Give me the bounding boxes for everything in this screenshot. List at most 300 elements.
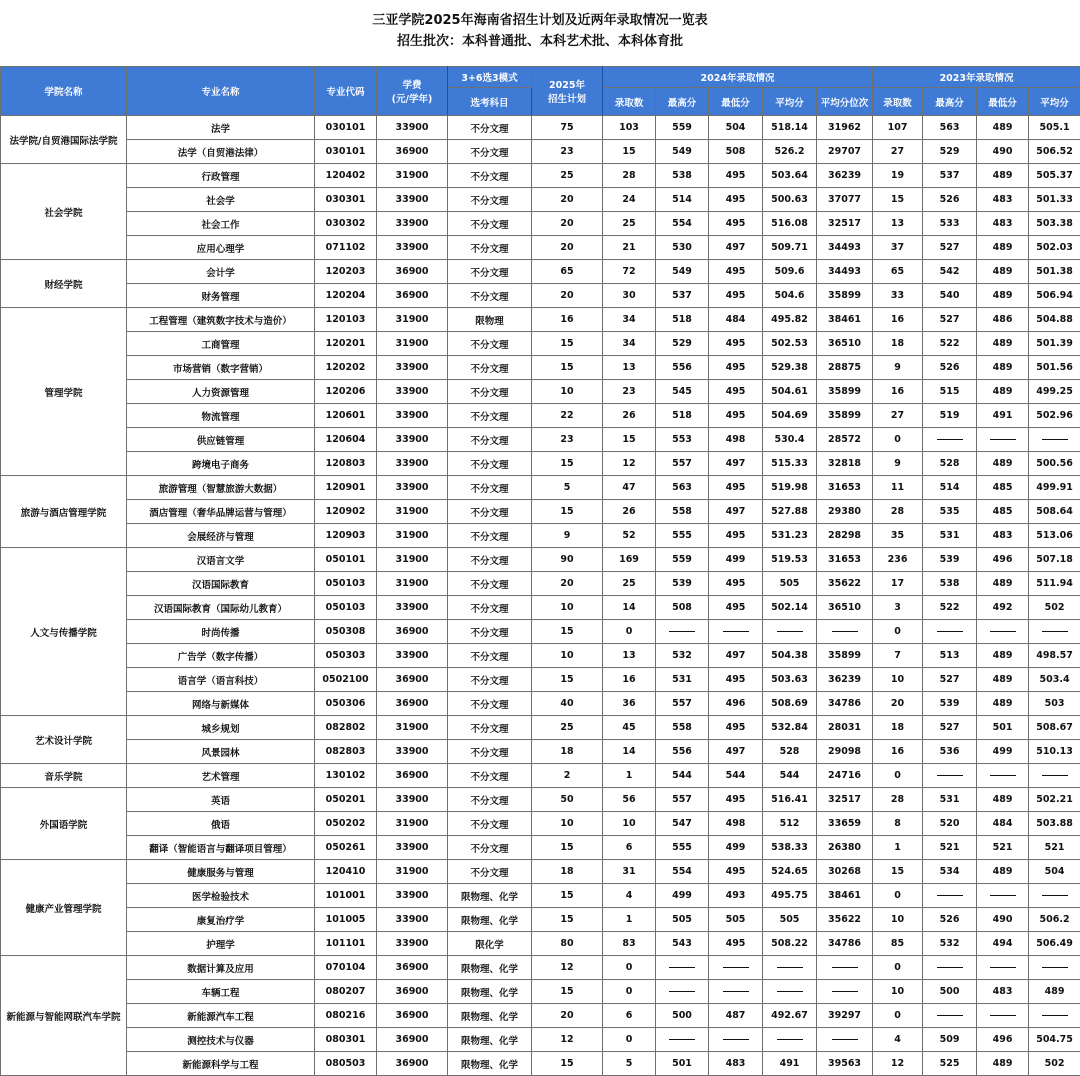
avg-2024: 530.4: [763, 428, 817, 452]
subject-requirement: 不分文理: [448, 716, 532, 740]
header-college: 学院名称: [1, 67, 127, 116]
plan-2025: 15: [532, 1052, 603, 1076]
max-2023: 536: [923, 740, 977, 764]
avg-rank-2024: 38461: [817, 884, 873, 908]
avg-2023: 502.03: [1029, 236, 1080, 260]
avg-rank-2024: 35899: [817, 644, 873, 668]
max-2024: 537: [656, 284, 709, 308]
admit-2024: 56: [603, 788, 656, 812]
avg-2023: 503.38: [1029, 212, 1080, 236]
header-mode: 3+6选3模式: [448, 67, 532, 88]
plan-2025: 15: [532, 980, 603, 1004]
max-2024: 547: [656, 812, 709, 836]
subject-requirement: 不分文理: [448, 836, 532, 860]
tuition: 36900: [377, 692, 448, 716]
tuition: 33900: [377, 212, 448, 236]
avg-rank-2024: 35899: [817, 380, 873, 404]
table-row: [1, 284, 1080, 308]
tuition: 33900: [377, 188, 448, 212]
avg-2024: 505: [763, 572, 817, 596]
avg-rank-2024: 31653: [817, 476, 873, 500]
tuition: 36900: [377, 980, 448, 1004]
tuition: 31900: [377, 548, 448, 572]
table-row: [1, 884, 1080, 908]
major-code: 050103: [315, 596, 377, 620]
admit-2023: 107: [873, 116, 923, 140]
avg-rank-2024: 28031: [817, 716, 873, 740]
avg-rank-2024: 35622: [817, 572, 873, 596]
subject-requirement: 限物理、化学: [448, 980, 532, 1004]
major-name: 物流管理: [127, 404, 315, 428]
avg-rank-2024: [817, 980, 873, 1004]
max-2024: 518: [656, 308, 709, 332]
tuition: 33900: [377, 116, 448, 140]
empty-dash: [832, 967, 858, 968]
plan-2025: 20: [532, 1004, 603, 1028]
college-name: 外国语学院: [1, 788, 127, 860]
admit-2023: 13: [873, 212, 923, 236]
header-fee: [377, 67, 448, 116]
min-2023: 485: [977, 476, 1029, 500]
max-2023: 500: [923, 980, 977, 1004]
avg-2023: 500.56: [1029, 452, 1080, 476]
min-2024: 495: [709, 188, 763, 212]
avg-2023: 506.52: [1029, 140, 1080, 164]
avg-rank-2024: 29707: [817, 140, 873, 164]
tuition: 31900: [377, 524, 448, 548]
min-2023: 489: [977, 452, 1029, 476]
major-code: 120803: [315, 452, 377, 476]
avg-rank-2024: 24716: [817, 764, 873, 788]
plan-2025: 80: [532, 932, 603, 956]
admit-2024: 52: [603, 524, 656, 548]
avg-2024: 495.82: [763, 308, 817, 332]
major-code: 101101: [315, 932, 377, 956]
max-2023: 531: [923, 524, 977, 548]
admit-2024: 15: [603, 428, 656, 452]
major-code: 120902: [315, 500, 377, 524]
major-code: 120604: [315, 428, 377, 452]
min-2023: 492: [977, 596, 1029, 620]
max-2023: [923, 428, 977, 452]
admit-2023: 28: [873, 788, 923, 812]
avg-2024: 508.69: [763, 692, 817, 716]
avg-2023: 506.49: [1029, 932, 1080, 956]
avg-2024: 504.61: [763, 380, 817, 404]
subject-requirement: 不分文理: [448, 332, 532, 356]
header-2024-col-1: 最高分: [656, 88, 709, 116]
table-row: [1, 956, 1080, 980]
max-2023: 513: [923, 644, 977, 668]
major-name: 市场营销（数字营销）: [127, 356, 315, 380]
avg-2024: 500.63: [763, 188, 817, 212]
subject-requirement: 不分文理: [448, 452, 532, 476]
table-body: [1, 116, 1080, 1076]
major-name: 法学（自贸港法律）: [127, 140, 315, 164]
subject-requirement: 不分文理: [448, 428, 532, 452]
max-2024: 544: [656, 764, 709, 788]
avg-rank-2024: 35899: [817, 284, 873, 308]
admit-2023: 33: [873, 284, 923, 308]
empty-dash: [990, 895, 1016, 896]
table-row: [1, 308, 1080, 332]
min-2023: 489: [977, 260, 1029, 284]
avg-2023: [1029, 884, 1080, 908]
major-code: 030101: [315, 140, 377, 164]
admit-2024: 1: [603, 764, 656, 788]
min-2023: 483: [977, 980, 1029, 1004]
header-2023: 2023年录取情况: [873, 67, 1080, 88]
min-2023: 494: [977, 932, 1029, 956]
table-row: [1, 452, 1080, 476]
tuition: 36900: [377, 284, 448, 308]
avg-2023: 503.4: [1029, 668, 1080, 692]
min-2023: 483: [977, 212, 1029, 236]
min-2024: 487: [709, 1004, 763, 1028]
empty-dash: [990, 631, 1016, 632]
tuition: 36900: [377, 764, 448, 788]
college-name: 艺术设计学院: [1, 716, 127, 764]
admit-2024: 47: [603, 476, 656, 500]
plan-2025: 25: [532, 164, 603, 188]
college-name: 管理学院: [1, 308, 127, 476]
table-row: [1, 332, 1080, 356]
min-2023: 489: [977, 572, 1029, 596]
major-name: 人力资源管理: [127, 380, 315, 404]
admit-2023: 8: [873, 812, 923, 836]
major-name: 社会学: [127, 188, 315, 212]
avg-rank-2024: 33659: [817, 812, 873, 836]
table-row: [1, 188, 1080, 212]
college-name: 新能源与智能网联汽车学院: [1, 956, 127, 1076]
admit-2024: 169: [603, 548, 656, 572]
max-2023: 526: [923, 188, 977, 212]
max-2023: 522: [923, 596, 977, 620]
max-2024: 532: [656, 644, 709, 668]
table-row: [1, 668, 1080, 692]
subject-requirement: 不分文理: [448, 572, 532, 596]
avg-2024: 528: [763, 740, 817, 764]
avg-2023: 508.67: [1029, 716, 1080, 740]
tuition: 33900: [377, 404, 448, 428]
major-code: 050202: [315, 812, 377, 836]
avg-rank-2024: [817, 1028, 873, 1052]
admit-2023: 17: [873, 572, 923, 596]
admit-2024: 34: [603, 308, 656, 332]
subject-requirement: 不分文理: [448, 404, 532, 428]
header-mode-sub: 选考科目: [448, 88, 532, 116]
subject-requirement: 不分文理: [448, 284, 532, 308]
min-2024: 495: [709, 572, 763, 596]
plan-2025: 9: [532, 524, 603, 548]
min-2024: 495: [709, 716, 763, 740]
major-code: 101005: [315, 908, 377, 932]
table-row: [1, 692, 1080, 716]
major-name: 工程管理（建筑数字技术与造价）: [127, 308, 315, 332]
plan-2025: 75: [532, 116, 603, 140]
empty-dash: [937, 439, 963, 440]
admit-2023: 18: [873, 332, 923, 356]
max-2024: 557: [656, 788, 709, 812]
empty-dash: [1042, 895, 1068, 896]
max-2024: 563: [656, 476, 709, 500]
table-row: [1, 500, 1080, 524]
table-row: [1, 644, 1080, 668]
major-name: 网络与新媒体: [127, 692, 315, 716]
avg-2024: 502.14: [763, 596, 817, 620]
admit-2024: 1: [603, 908, 656, 932]
subject-requirement: 不分文理: [448, 740, 532, 764]
avg-2023: [1029, 764, 1080, 788]
admit-2024: 28: [603, 164, 656, 188]
tuition: 33900: [377, 836, 448, 860]
table-row: [1, 116, 1080, 140]
admit-2024: 15: [603, 140, 656, 164]
plan-2025: 20: [532, 236, 603, 260]
admit-2024: 25: [603, 572, 656, 596]
admissions-table: [0, 66, 1080, 1076]
min-2024: 497: [709, 236, 763, 260]
plan-2025: 40: [532, 692, 603, 716]
empty-dash: [990, 1015, 1016, 1016]
empty-dash: [937, 775, 963, 776]
page-subtitle: 招生批次：本科普通批、本科艺术批、本科体育批: [0, 31, 1080, 52]
max-2024: 505: [656, 908, 709, 932]
plan-2025: 16: [532, 308, 603, 332]
subject-requirement: 不分文理: [448, 140, 532, 164]
admit-2024: 6: [603, 836, 656, 860]
admit-2023: 15: [873, 860, 923, 884]
college-name: 财经学院: [1, 260, 127, 308]
avg-2024: 544: [763, 764, 817, 788]
avg-2023: 502: [1029, 1052, 1080, 1076]
major-code: 071102: [315, 236, 377, 260]
tuition: 31900: [377, 860, 448, 884]
college-name: 法学院/自贸港国际法学院: [1, 116, 127, 164]
major-name: 酒店管理（奢华品牌运营与管理）: [127, 500, 315, 524]
max-2023: 525: [923, 1052, 977, 1076]
tuition: 36900: [377, 668, 448, 692]
min-2024: 499: [709, 548, 763, 572]
major-code: 050308: [315, 620, 377, 644]
header-2023-col-2: 最低分: [977, 88, 1029, 116]
tuition: 33900: [377, 596, 448, 620]
avg-2024: 504.6: [763, 284, 817, 308]
empty-dash: [832, 1039, 858, 1040]
empty-dash: [669, 631, 695, 632]
major-name: 医学检验技术: [127, 884, 315, 908]
max-2024: 556: [656, 740, 709, 764]
table-row: [1, 812, 1080, 836]
major-code: 120201: [315, 332, 377, 356]
avg-2023: 489: [1029, 980, 1080, 1004]
min-2023: 489: [977, 668, 1029, 692]
subject-requirement: 不分文理: [448, 116, 532, 140]
plan-2025: 18: [532, 860, 603, 884]
major-code: 130102: [315, 764, 377, 788]
major-code: 0502100: [315, 668, 377, 692]
table-row: [1, 548, 1080, 572]
table-row: [1, 620, 1080, 644]
max-2024: 529: [656, 332, 709, 356]
plan-2025: 15: [532, 332, 603, 356]
subject-requirement: 限化学: [448, 932, 532, 956]
admit-2023: 18: [873, 716, 923, 740]
admit-2023: 28: [873, 500, 923, 524]
empty-dash: [1042, 439, 1068, 440]
empty-dash: [937, 1015, 963, 1016]
admit-2024: 0: [603, 1028, 656, 1052]
tuition: 36900: [377, 260, 448, 284]
header-code: 专业代码: [315, 67, 377, 116]
min-2024: 497: [709, 644, 763, 668]
avg-rank-2024: 26380: [817, 836, 873, 860]
min-2023: 489: [977, 236, 1029, 260]
major-name: 风景园林: [127, 740, 315, 764]
min-2023: 483: [977, 524, 1029, 548]
admit-2023: 16: [873, 308, 923, 332]
avg-rank-2024: 31653: [817, 548, 873, 572]
tuition: 31900: [377, 716, 448, 740]
min-2024: 495: [709, 380, 763, 404]
subject-requirement: 不分文理: [448, 500, 532, 524]
min-2023: 499: [977, 740, 1029, 764]
empty-dash: [1042, 775, 1068, 776]
subject-requirement: 不分文理: [448, 380, 532, 404]
avg-2024: 508.22: [763, 932, 817, 956]
header-2024: 2024年录取情况: [603, 67, 873, 88]
max-2023: [923, 884, 977, 908]
major-code: 082803: [315, 740, 377, 764]
avg-2024: 515.33: [763, 452, 817, 476]
major-name: 行政管理: [127, 164, 315, 188]
avg-rank-2024: 34493: [817, 236, 873, 260]
major-code: 030101: [315, 116, 377, 140]
admit-2023: 10: [873, 980, 923, 1004]
plan-2025: 12: [532, 956, 603, 980]
tuition: 36900: [377, 140, 448, 164]
major-name: 时尚传播: [127, 620, 315, 644]
empty-dash: [723, 631, 749, 632]
admit-2024: 26: [603, 500, 656, 524]
avg-rank-2024: 30268: [817, 860, 873, 884]
max-2024: 556: [656, 356, 709, 380]
major-name: 翻译（智能语言与翻译项目管理）: [127, 836, 315, 860]
plan-2025: 10: [532, 812, 603, 836]
major-code: 050303: [315, 644, 377, 668]
major-name: 广告学（数字传播）: [127, 644, 315, 668]
major-name: 俄语: [127, 812, 315, 836]
avg-2023: 502: [1029, 596, 1080, 620]
min-2024: [709, 1028, 763, 1052]
major-name: 艺术管理: [127, 764, 315, 788]
major-code: 050261: [315, 836, 377, 860]
plan-2025: 5: [532, 476, 603, 500]
avg-2024: 492.67: [763, 1004, 817, 1028]
min-2024: 505: [709, 908, 763, 932]
table-row: [1, 980, 1080, 1004]
min-2023: 489: [977, 692, 1029, 716]
subject-requirement: 不分文理: [448, 164, 532, 188]
max-2024: [656, 1028, 709, 1052]
max-2024: 554: [656, 212, 709, 236]
avg-2023: 504.75: [1029, 1028, 1080, 1052]
header-plan: [532, 67, 603, 116]
min-2023: 489: [977, 164, 1029, 188]
subject-requirement: 不分文理: [448, 548, 532, 572]
avg-2023: 506.2: [1029, 908, 1080, 932]
admit-2023: 236: [873, 548, 923, 572]
header-2023-col-3: 平均分: [1029, 88, 1080, 116]
min-2023: 489: [977, 356, 1029, 380]
avg-2023: [1029, 620, 1080, 644]
subject-requirement: 不分文理: [448, 788, 532, 812]
major-code: 120202: [315, 356, 377, 380]
tuition: 36900: [377, 1028, 448, 1052]
plan-2025: 90: [532, 548, 603, 572]
avg-rank-2024: 34786: [817, 932, 873, 956]
max-2024: 543: [656, 932, 709, 956]
avg-rank-2024: 39297: [817, 1004, 873, 1028]
avg-2024: 495.75: [763, 884, 817, 908]
tuition: 36900: [377, 956, 448, 980]
college-name: 健康产业管理学院: [1, 860, 127, 956]
tuition: 36900: [377, 1052, 448, 1076]
table-row: [1, 236, 1080, 260]
college-name: 音乐学院: [1, 764, 127, 788]
avg-2024: 502.53: [763, 332, 817, 356]
admit-2024: 26: [603, 404, 656, 428]
major-code: 080207: [315, 980, 377, 1004]
major-code: 101001: [315, 884, 377, 908]
avg-2023: 499.25: [1029, 380, 1080, 404]
min-2024: 497: [709, 740, 763, 764]
empty-dash: [777, 991, 803, 992]
max-2023: [923, 956, 977, 980]
header-2024-col-0: 录取数: [603, 88, 656, 116]
empty-dash: [990, 439, 1016, 440]
min-2023: [977, 428, 1029, 452]
min-2024: 495: [709, 932, 763, 956]
avg-2023: 511.94: [1029, 572, 1080, 596]
avg-rank-2024: 32818: [817, 452, 873, 476]
min-2024: 495: [709, 356, 763, 380]
min-2024: 495: [709, 476, 763, 500]
min-2023: 490: [977, 908, 1029, 932]
max-2024: 557: [656, 452, 709, 476]
max-2024: 518: [656, 404, 709, 428]
min-2024: 495: [709, 164, 763, 188]
tuition: 31900: [377, 500, 448, 524]
min-2024: 495: [709, 524, 763, 548]
major-name: 新能源科学与工程: [127, 1052, 315, 1076]
major-name: 汉语言文学: [127, 548, 315, 572]
max-2024: 538: [656, 164, 709, 188]
header-2024-col-4: 平均分位次: [817, 88, 873, 116]
avg-2024: 527.88: [763, 500, 817, 524]
admit-2023: 85: [873, 932, 923, 956]
min-2024: 498: [709, 812, 763, 836]
admit-2023: 0: [873, 956, 923, 980]
empty-dash: [669, 967, 695, 968]
avg-rank-2024: 36239: [817, 164, 873, 188]
table-row: [1, 380, 1080, 404]
avg-rank-2024: 34786: [817, 692, 873, 716]
major-code: 120203: [315, 260, 377, 284]
plan-2025: 20: [532, 212, 603, 236]
tuition: 33900: [377, 740, 448, 764]
major-name: 社会工作: [127, 212, 315, 236]
